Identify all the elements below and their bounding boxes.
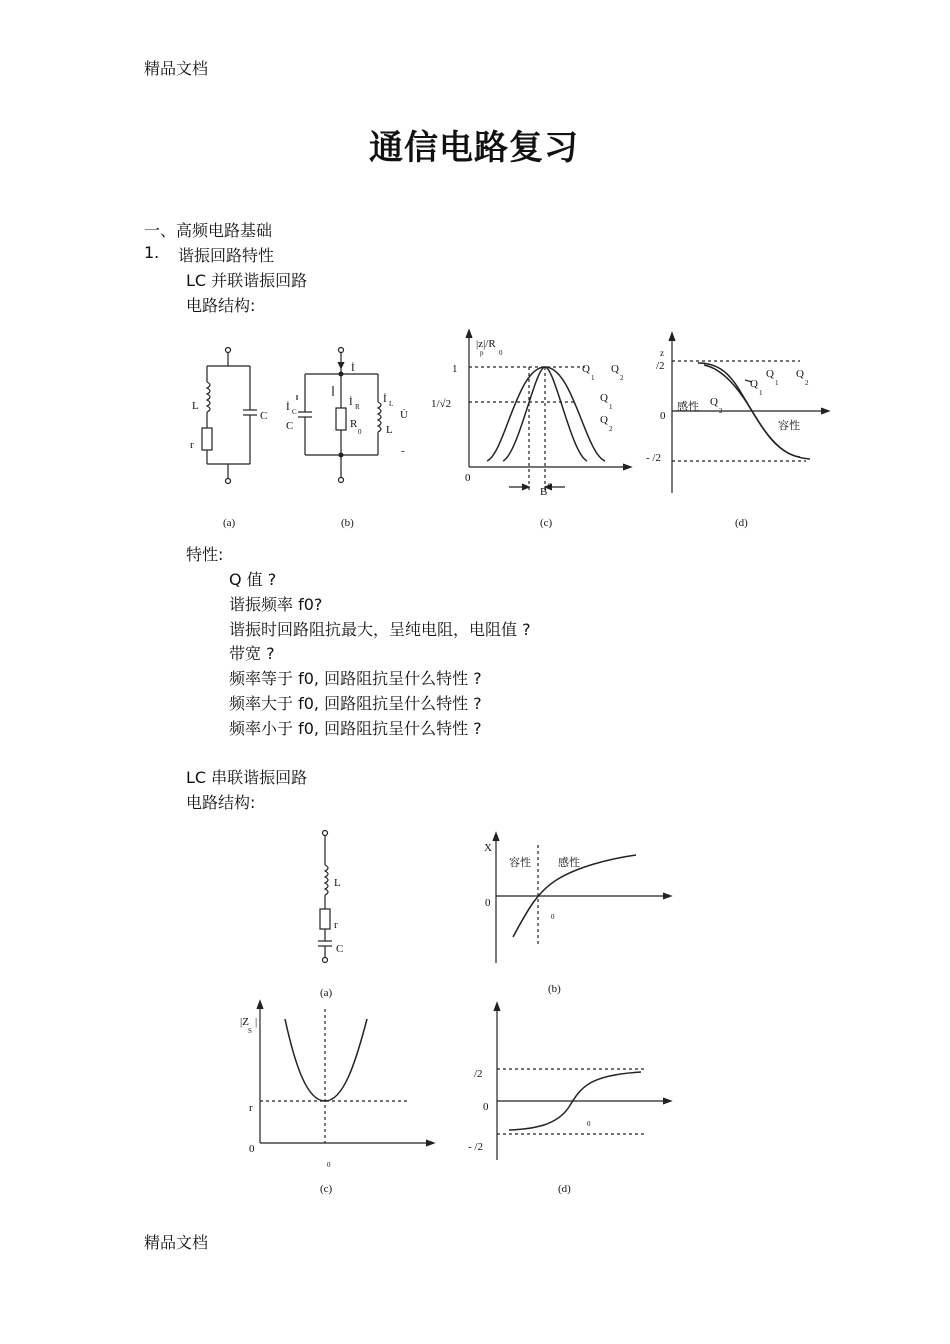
caption-d: (d) (558, 1183, 571, 1195)
page-footer: 精品文档 (144, 1233, 209, 1252)
properties-label: 特性: (186, 545, 224, 564)
caption-a: (a) (223, 517, 236, 529)
label-bottom: - /2 (468, 1141, 483, 1153)
label-Q2-a: Q (710, 396, 718, 408)
parallel-curve-d (640, 325, 835, 530)
label-B: B (540, 486, 548, 498)
parallel-circuit-a (180, 340, 280, 540)
caption-c: (c) (540, 517, 553, 529)
caption-b: (b) (548, 983, 561, 995)
label-Q1-a-sub: 1 (759, 389, 763, 397)
label-Z-bar: | (255, 1016, 258, 1028)
label-p: p (480, 349, 484, 357)
label-Q1-curve: Q (600, 392, 608, 404)
page-header: 精品文档 (144, 59, 209, 78)
label-IC: İ (286, 401, 290, 413)
property-item: 谐振时回路阻抗最大，呈纯电阻，电阻值 ? (229, 620, 531, 639)
parallel-curve-c (425, 325, 640, 530)
label-Z: |Z (240, 1016, 249, 1028)
label-r: r (190, 439, 194, 451)
label-IR: İ (349, 396, 353, 408)
label-B-sub: 0 (548, 482, 552, 490)
caption-c: (c) (320, 1183, 333, 1195)
label-z: z (660, 348, 664, 358)
property-item: 频率大于 f0, 回路阻抗呈什么特性 ? (229, 694, 482, 713)
label-C: C (260, 410, 268, 422)
label-Q1-b: Q (766, 368, 774, 380)
series-heading: LC 串联谐振回路 (186, 768, 308, 787)
label-origin: 0 (465, 472, 471, 484)
label-L: L (386, 424, 393, 436)
label-one: 1 (452, 363, 458, 375)
label-bottom: - /2 (646, 452, 661, 464)
label-top: /2 (474, 1068, 483, 1080)
caption-a: (a) (320, 987, 333, 999)
label-0: 0 (499, 349, 503, 357)
label-minus: - (401, 445, 405, 457)
label-Q2-curve-sub: 2 (609, 425, 613, 433)
label-Q2-top: Q (611, 363, 619, 375)
label-Q2-a-sub: 2 (719, 407, 723, 415)
label-zero: 0 (483, 1101, 489, 1113)
label-IL: İ (383, 393, 387, 405)
property-item: Q 值 ? (229, 570, 277, 589)
label-L: L (192, 400, 199, 412)
label-inductive: 感性 (558, 856, 580, 869)
subsection-title: 谐振回路特性 (178, 246, 275, 265)
document-title: 通信电路复习 (369, 128, 579, 168)
label-Q2-curve: Q (600, 414, 608, 426)
label-Q2-b: Q (796, 368, 804, 380)
label-X: X (484, 842, 492, 854)
series-structure-label: 电路结构: (186, 793, 256, 812)
section-heading: 一、高频电路基础 (144, 221, 273, 240)
label-w0: 0 (327, 1161, 331, 1169)
label-Q2-b-sub: 2 (805, 379, 809, 387)
parallel-circuit-b (283, 340, 413, 540)
series-curve-d (465, 995, 675, 1195)
parallel-structure-label: 电路结构: (186, 296, 256, 315)
label-z-over-R: |z|/R (476, 338, 496, 350)
label-Q1-curve-sub: 1 (609, 403, 613, 411)
caption-b: (b) (341, 517, 354, 529)
caption-d: (d) (735, 517, 748, 529)
label-top: /2 (656, 360, 665, 372)
label-R: R (350, 418, 358, 430)
label-capacitive: 容性 (778, 419, 800, 432)
label-Z-sub: S (248, 1027, 252, 1035)
label-zero: 0 (249, 1143, 255, 1155)
label-IL-sub: L (389, 400, 394, 408)
series-curve-b (480, 825, 675, 1000)
parallel-heading: LC 并联谐振回路 (186, 271, 308, 290)
property-item: 频率等于 f0, 回路阻抗呈什么特性 ? (229, 669, 482, 688)
label-R-sub: 0 (358, 428, 362, 436)
label-C: C (286, 420, 294, 432)
subsection-number: 1. (144, 243, 160, 262)
label-Q1-top-sub: 1 (591, 374, 595, 382)
series-circuit-a (295, 825, 365, 1005)
label-L: L (334, 877, 341, 889)
label-w0: 0 (587, 1120, 591, 1128)
label-Q2-top-sub: 2 (620, 374, 624, 382)
label-zero: 0 (485, 897, 491, 909)
label-r: r (249, 1102, 253, 1114)
label-zero: 0 (660, 410, 666, 422)
label-Q1-a: Q (750, 378, 758, 390)
label-Q1-top: Q (582, 363, 590, 375)
label-w0: 0 (551, 913, 555, 921)
series-curve-c (235, 995, 435, 1195)
label-I: İ (351, 362, 355, 374)
property-item: 带宽 ? (229, 644, 275, 663)
label-sqrt: 1/√2 (431, 398, 452, 410)
label-IC-sub: C (292, 408, 297, 416)
label-IR-sub: R (355, 403, 360, 411)
label-r: r (334, 919, 338, 931)
label-U: U̇ (400, 409, 408, 421)
property-item: 谐振频率 f0? (229, 595, 323, 614)
label-C: C (336, 943, 344, 955)
label-Q1-b-sub: 1 (775, 379, 779, 387)
label-inductive: 感性 (677, 400, 699, 413)
label-capacitive: 容性 (509, 856, 531, 869)
property-item: 频率小于 f0, 回路阻抗呈什么特性 ? (229, 719, 482, 738)
